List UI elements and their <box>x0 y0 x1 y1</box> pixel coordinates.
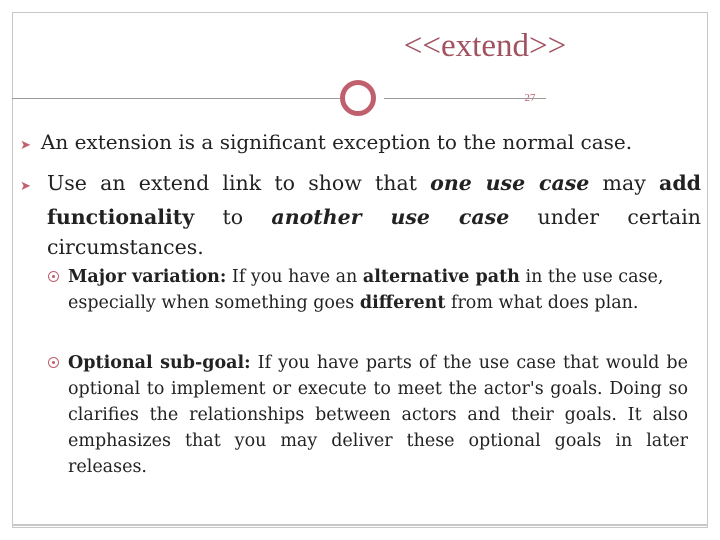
bullet-2-strong: add functionality <box>47 171 701 229</box>
bullet-2-text-a: Use an extend link to show that <box>47 171 431 195</box>
sub-bullet-2-term: Optional sub-goal: <box>68 353 251 373</box>
bullet-2-emph-b: another use case <box>271 205 510 229</box>
bullet-2 <box>20 168 701 262</box>
sub-bullet-1-text-b: in the use case, especially when something goes <box>68 267 664 313</box>
title-divider-left <box>12 98 340 99</box>
sub-bullet-1-bold-b: different <box>359 293 446 313</box>
target-bullet-icon <box>48 357 59 368</box>
bullet-2-emph-a: one use case <box>430 171 590 195</box>
sub-bullet-1 <box>48 264 688 316</box>
bullet-arrow-icon: ➤ <box>20 138 31 153</box>
sub-bullet-2 <box>48 350 688 480</box>
sub-bullet-1-term: Major variation: <box>68 267 227 287</box>
sub-bullet-1-text-a: If you have an <box>226 267 363 287</box>
bullet-arrow-icon: ➤ <box>20 179 31 194</box>
circle-ornament-icon <box>340 80 376 116</box>
slide-title: <<extend>> <box>403 28 567 64</box>
sub-bullet-2-text: If you have parts of the use case that would be optional to implement or execute to meet the actor's goals. Doing so clarifies the relationships between actors and their goals. It also emphasizes that you may deliver these optional goals in later releases. <box>68 353 688 477</box>
page-number: 27 <box>524 92 536 104</box>
bullet-2-text-b: may <box>589 171 660 195</box>
bullet-2-text-d: under certain circumstances. <box>47 205 701 259</box>
slide-bottom-rule <box>12 524 708 526</box>
bullet-1 <box>20 130 632 154</box>
target-bullet-icon <box>48 271 59 282</box>
sub-bullet-1-bold-a: alternative path <box>362 267 520 287</box>
sub-bullet-1-text-c: from what does plan. <box>445 293 639 313</box>
bullet-1-text: An extension is a significant exception to the normal case. <box>40 130 633 154</box>
bullet-2-text-c: to <box>194 205 272 229</box>
